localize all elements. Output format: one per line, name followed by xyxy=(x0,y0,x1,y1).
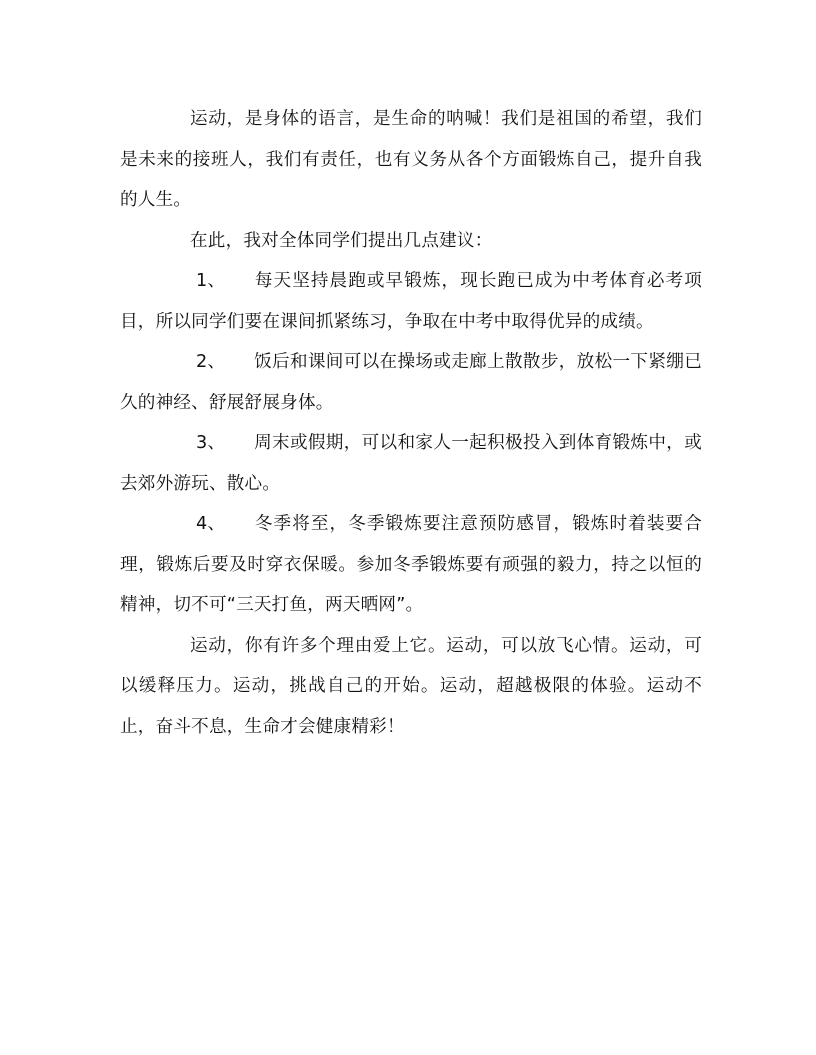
suggestion-text: 周末或假期，可以和家人一起积极投入到体育锻炼中，或去郊外游玩、散心。 xyxy=(120,433,702,494)
intro-paragraph: 运动，是身体的语言，是生命的呐喊！我们是祖国的希望，我们是未来的接班人，我们有责任，也有义务从各个方面锻炼自己，提升自我的人生。 xyxy=(120,109,702,210)
suggestion-item-2 xyxy=(120,342,702,423)
suggestion-number: 1、 xyxy=(196,271,226,291)
suggestion-text: 每天坚持晨跑或早锻炼，现长跑已成为中考体育必考项目，所以同学们要在课间抓紧练习，争取在中考中取得优异的成绩。 xyxy=(120,271,702,332)
suggestion-intro: 在此，我对全体同学们提出几点建议： xyxy=(190,230,493,251)
suggestion-text: 冬季将至，冬季锻炼要注意预防感冒，锻炼时着装要合理，锻炼后要及时穿衣保暖。参加冬季锻炼要有顽强的毅力，持之以恒的精神，切不可“三天打鱼，两天晒网”。 xyxy=(120,514,702,615)
suggestion-number: 2、 xyxy=(196,352,226,372)
document-body xyxy=(120,99,702,747)
suggestion-item-3 xyxy=(120,423,702,504)
suggestion-number: 4、 xyxy=(196,514,226,534)
suggestion-item-1 xyxy=(120,261,702,342)
suggestion-number: 3、 xyxy=(196,433,226,453)
suggestion-item-4 xyxy=(120,504,702,626)
closing-paragraph: 运动，你有许多个理由爱上它。运动，可以放飞心情。运动，可以缓释压力。运动，挑战自己的开始。运动，超越极限的体验。运动不止，奋斗不息，生命才会健康精彩！ xyxy=(120,635,702,737)
suggestion-text: 饭后和课间可以在操场或走廊上散散步，放松一下紧绷已久的神经、舒展舒展身体。 xyxy=(120,352,702,413)
